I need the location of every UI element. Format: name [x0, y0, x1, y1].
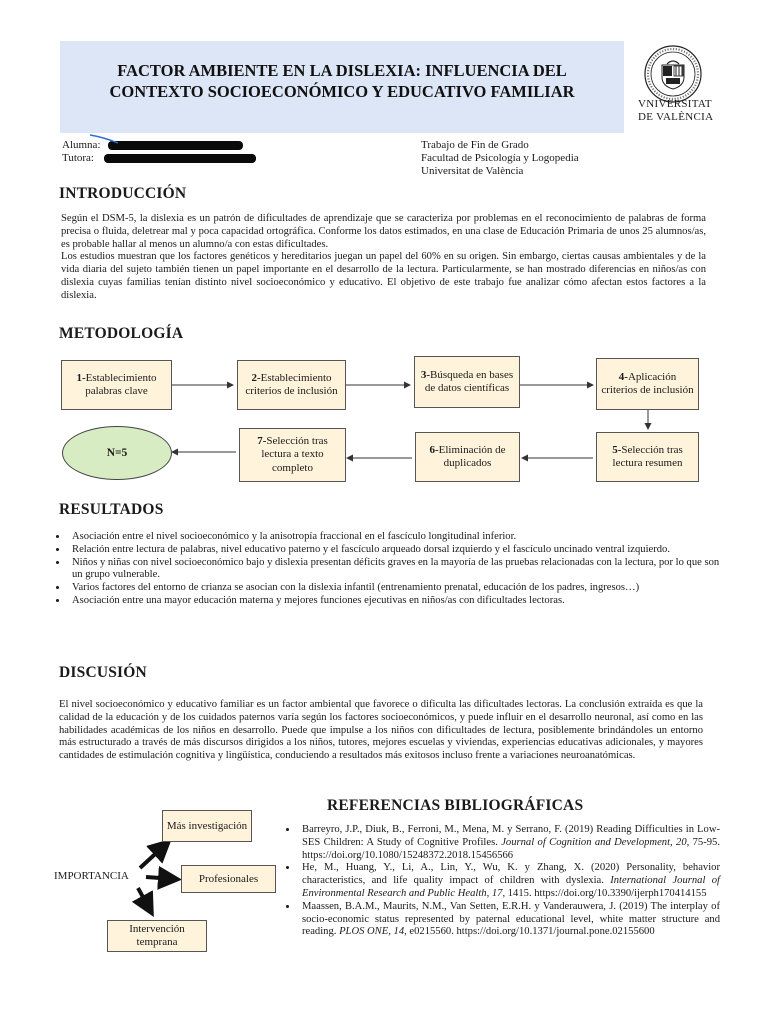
method-heading: METODOLOGÍA [59, 325, 184, 342]
references-heading: REFERENCIAS BIBLIOGRÁFICAS [327, 797, 584, 814]
results-item: • Niños y niñas con nivel socioeconómico bajo y dislexia presentan déficits graves en la mayoría de las pruebas relacionadas con la lectura, por lo que son un grupo vulnerable. [68, 557, 723, 583]
logo-text-line1: VNIVERSITAT [638, 98, 712, 110]
poster-title: FACTOR AMBIENTE EN LA DISLEXIA: INFLUENCIA DEL CONTEXTO SOCIOECONÓMICO Y EDUCATIVO FAMILIAR [109, 61, 575, 101]
reference-item: • He, M., Huang, Y., Li, A., Lin, Y., Wu, K. y Zhang, X. (2020) Personality, behavior characteristics, and life quality impact of children with dyslexia. International Journal of Environmental Research and Public Health, 17, 1415. https://doi.org/10.3390/ijerph170414155 [298, 862, 720, 900]
discussion-text: El nivel socioeconómico y educativo familiar es un factor ambiental que favorece o dificulta las dificultades lectoras. La conclusión extraída es que la calidad de la educación y de los cuidados paternos varía según los factores socioeconómicos, y puede influir en el desarrollo neuronal, así como en las habilidades académicas de los niños en desarrollo. Puede que impulse a los niños con dificultades de lectura, posiblemente brindándoles un entorno más estructurado a través de más discursos dirigidos a los niños, tutores, mejores escuelas y viviendas, experiencias educativas adicionales, y mayores cantidades de estimulación cognitiva y lingüística, conduciendo a resultados más exitosos incluso frente a variaciones neuroanatómicas. [59, 699, 703, 762]
logo-text-line2: DE VALÈNCIA [638, 111, 714, 123]
faculty: Facultad de Psicología y Logopedia [421, 152, 579, 164]
method-step-5: 5-Selección tras lectura resumen [596, 432, 699, 482]
intro-paragraph-1: Según el DSM-5, la dislexia es un patrón de dificultades de aprendizaje que se caracteriza por problemas en el reconocimiento de palabras de forma precisa o fluida, deletrear mal y poca capacidad ortográfica. Conforme los datos estimados, en una clase de Educación Primaria de unos 25 alumnos/as, es probable hallar al menos un alumno/a con estas dificultades. [61, 213, 706, 250]
method-step-6: 6-Eliminación de duplicados [415, 432, 520, 482]
results-item: • Asociación entre el nivel socioeconómico y la anisotropía fraccional en el fascículo longitudinal inferior. [68, 531, 723, 544]
degree-work: Trabajo de Fin de Grado [421, 139, 529, 151]
discussion-heading: DISCUSIÓN [59, 664, 147, 681]
importance-label: IMPORTANCIA [54, 870, 129, 882]
results-heading: RESULTADOS [59, 501, 164, 518]
importance-early-intervention-box: Intervención temprana [107, 920, 207, 952]
intro-paragraph-2: Los estudios muestran que los factores genéticos y hereditarios juegan un papel del 60% en su origen. Sin embargo, ciertas causas ambientales y de la vida diaria del sujeto también tienen un papel importante en el desarrollo de la lectura. Particularmente, se han mostrado diferencias en niños/as con dislexia cuyas familias tenían distinto nivel socioeconómico y educativo. El objetivo de este trabajo fue analizar cómo afectan estos factores a la dislexia. [61, 251, 706, 301]
reference-item: • Barreyro, J.P., Diuk, B., Ferroni, M., Mena, M. y Serrano, F. (2019) Reading Difficulties in Low-SES Children: A Study of Cognitive Profiles. Journal of Cognition and Development, 20, 75-95. https://doi.org/10.1080/15248372.2018.15456566 [298, 824, 720, 862]
method-step-3: 3-Búsqueda en bases de datos científicas [414, 356, 520, 408]
method-step-7: 7-Selección tras lectura a texto completo [239, 428, 346, 482]
results-item: • Asociación entre una mayor educación materna y mejores funciones ejecutivas en niños/as con dificultades lectoras. [68, 595, 723, 608]
tutor-label: Tutora: [62, 152, 94, 164]
results-list [52, 531, 723, 608]
references-list [278, 824, 720, 939]
results-item: • Varios factores del entorno de crianza se asocian con la dislexia infantil (entrenamiento prenatal, educación de los padres, ingresos…) [68, 582, 723, 595]
intro-heading: INTRODUCCIÓN [59, 185, 187, 202]
reference-item: • Maassen, B.A.M., Maurits, N.M., Van Setten, E.R.H. y Vanderauwera, J. (2019) The interplay of socio-economic status represented by paternal educational level, white matter structure and reading. PLOS ONE, 14, e0215560. https://doi.org/10.1371/journal.pone.02155600 [298, 901, 720, 939]
method-step-2: 2-Establecimiento criterios de inclusión [237, 360, 346, 410]
sample-size-ellipse: N=5 [62, 426, 172, 480]
university: Universitat de València [421, 165, 524, 177]
importance-professionals-box: Profesionales [181, 865, 276, 893]
student-label: Alumna: [62, 139, 101, 151]
method-step-1: 1-Establecimiento palabras clave [61, 360, 172, 410]
results-item: • Relación entre lectura de palabras, nivel educativo paterno y el fascículo arqueado dorsal izquierdo y el fascículo uncinado ventral izquierdo. [68, 544, 723, 557]
importance-research-box: Más investigación [162, 810, 252, 842]
method-step-4: 4-Aplicación criterios de inclusión [596, 358, 699, 410]
